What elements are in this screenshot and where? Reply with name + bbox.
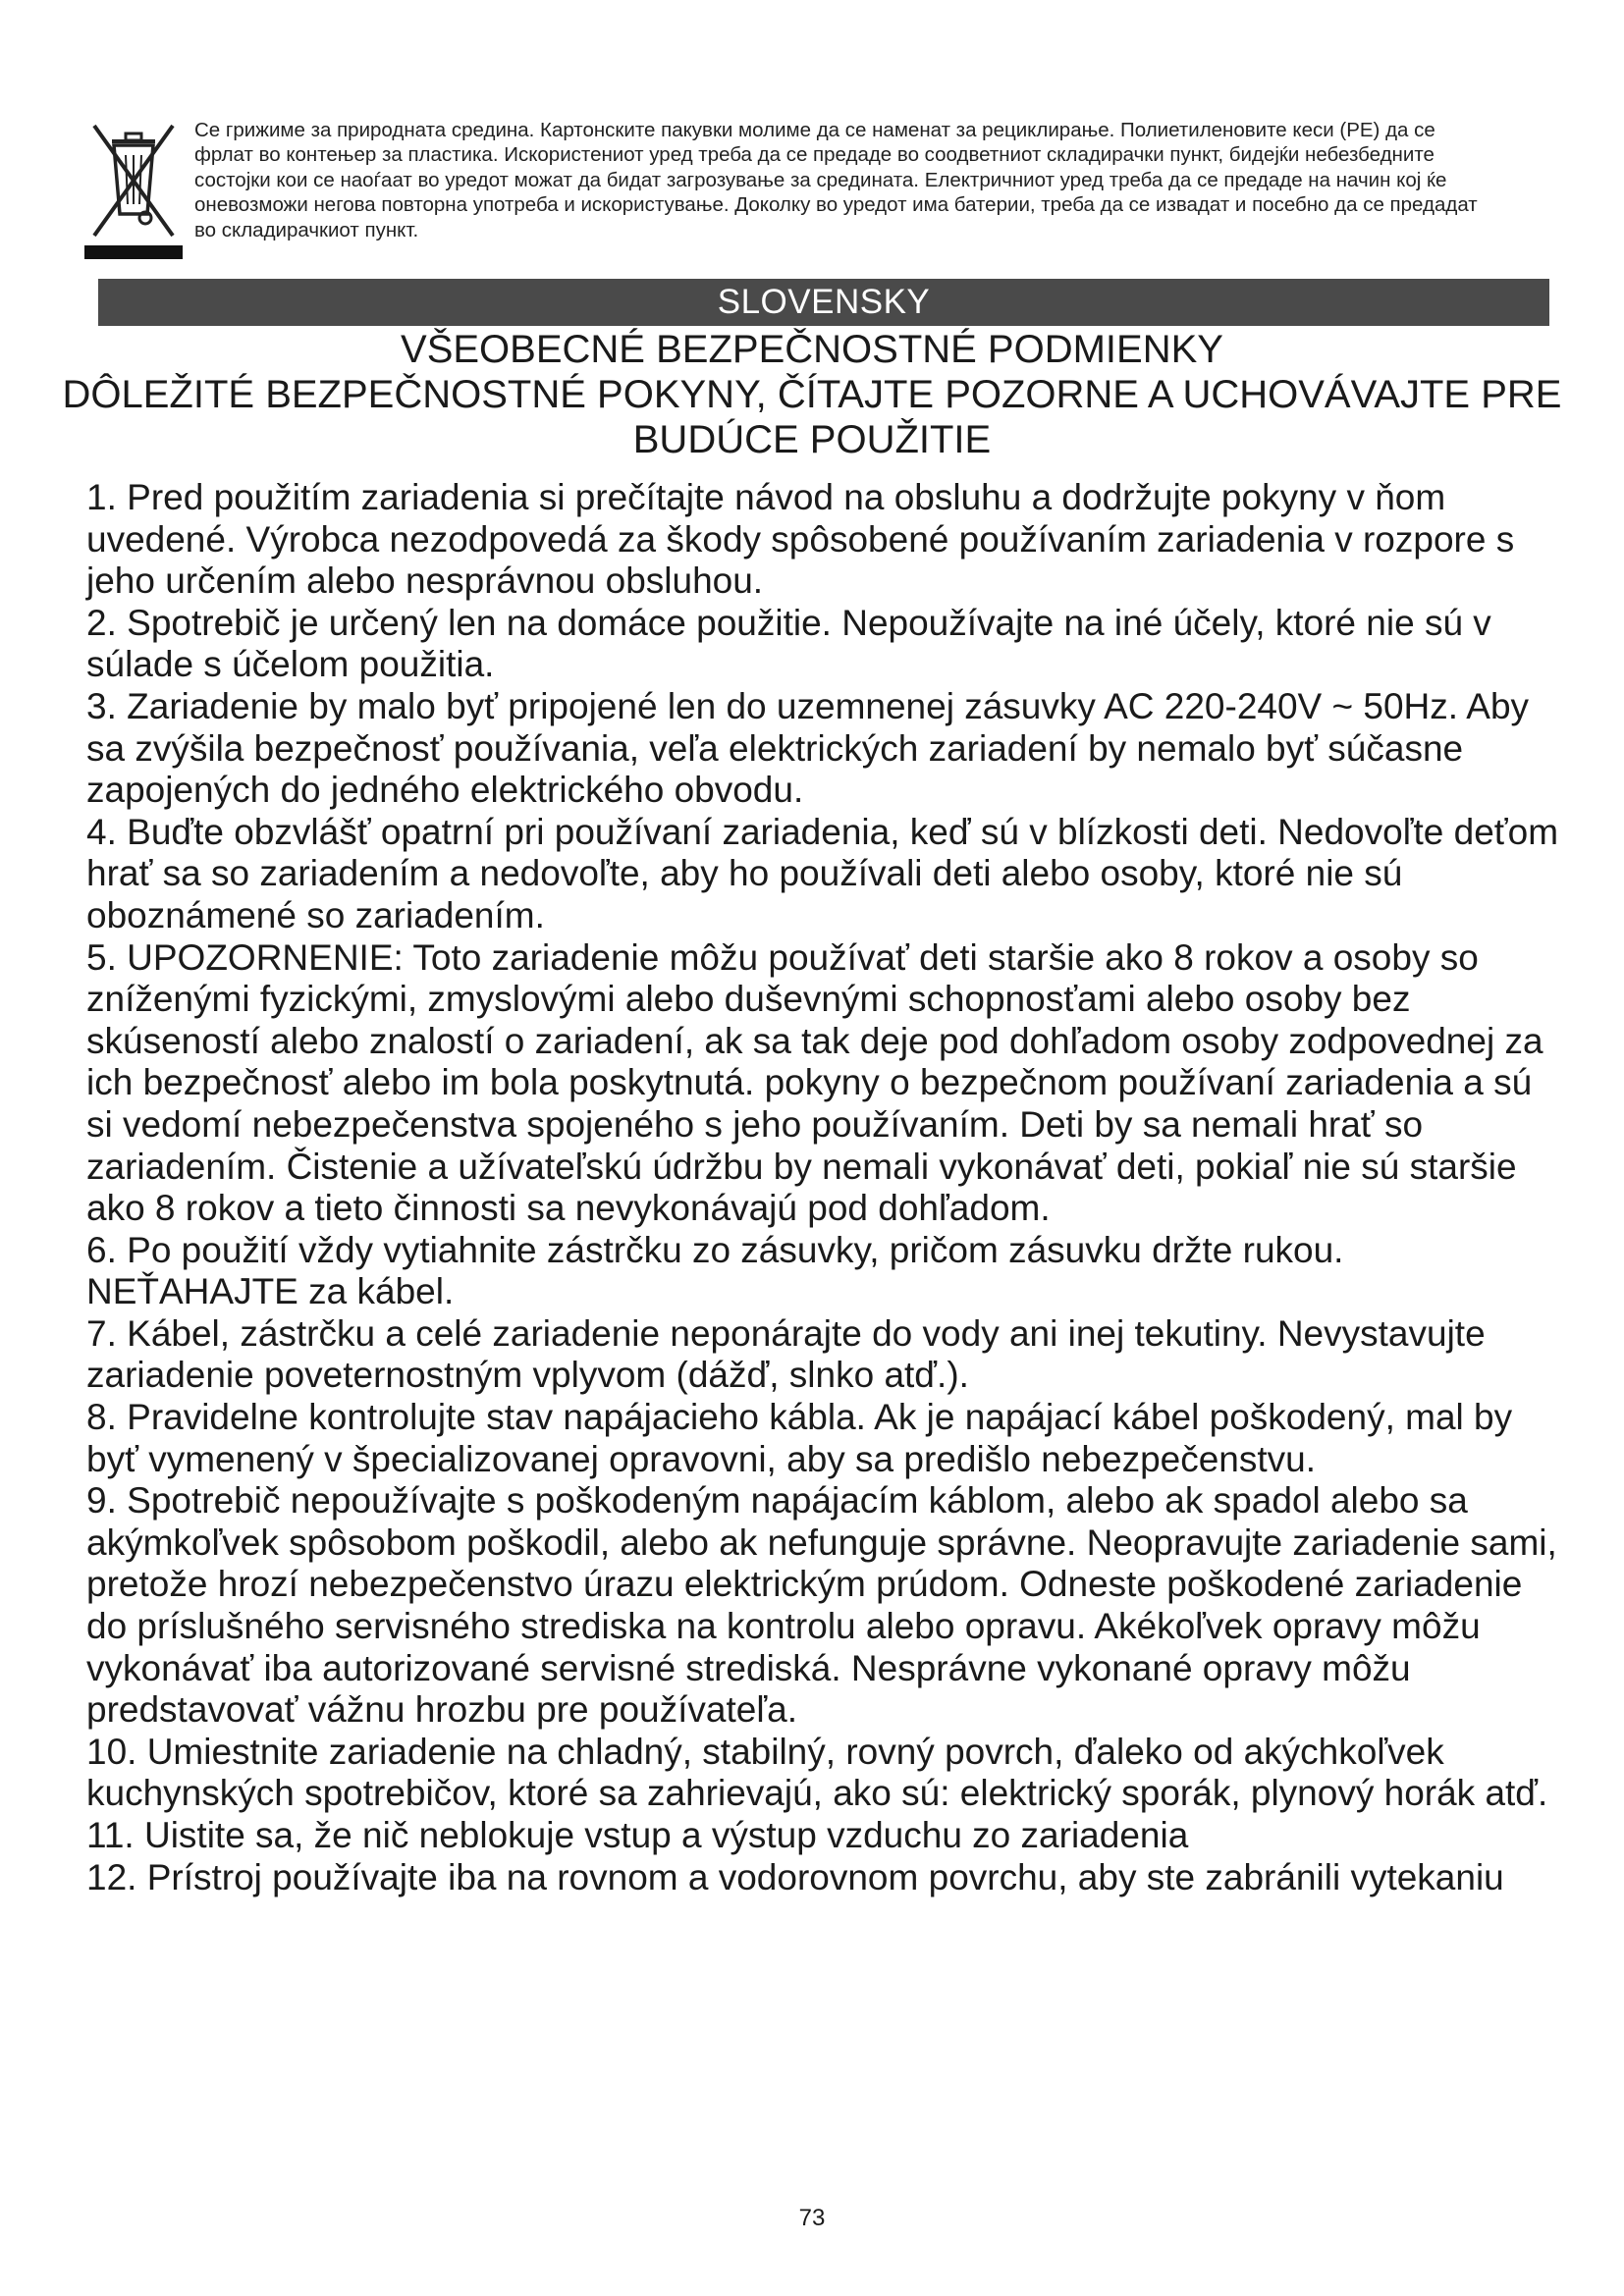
section-titles [59,327,1565,462]
instruction-line: pretože hrozí nebezpečenstvo úrazu elektrickým prúdom. Odneste poškodené zariadenie [86,1564,1523,1605]
instruction-line: akýmkoľvek spôsobom poškodil, alebo ak nefunguje správne. Neopravujte zariadenie sami, [86,1522,1557,1563]
instruction-line: zapojených do jedného elektrického obvodu. [86,770,804,811]
instruction-line: 6. Po použití vždy vytiahnite zástrčku zo zásuvky, pričom zásuvku držte rukou. [86,1229,1344,1270]
instruction-line: 2. Spotrebič je určený len na domáce použitie. Nepoužívajte na iné účely, ktoré nie sú v [86,602,1491,643]
language-section-bar [98,279,1549,326]
page-number: 73 [798,2205,826,2231]
weee-line: оневозможи негова повторна употреба и искористување. Доколку во уредот има батерии, треба да се извадат и посебно да се предадат [194,193,1478,217]
instruction-line: byť vymenený v špecializovanej opravovni, aby sa predišlo nebezpečenstvu. [86,1438,1317,1479]
instruction-line: si vedomí nebezpečenstva spojeného s jeho používaním. Deti by sa nemali hrať so [86,1103,1424,1145]
weee-line: Се грижиме за природната средина. Картонските пакувки молиме да се наменат за рециклирање. Полиетиленовите кеси (PE) да се [194,119,1435,141]
instruction-line: súlade s účelom použitia. [86,644,495,685]
section-subtitle-cont: BUDÚCE POUŽITIE [632,418,992,461]
language-label: SLOVENSKY [717,283,931,321]
instruction-line: do príslušného servisného strediska na kontrolu alebo opravu. Akékoľvek opravy môžu [86,1606,1481,1647]
instruction-line: jeho určením alebo nesprávnou obsluhou. [86,561,764,602]
weee-disposal-notice [194,118,1549,242]
instruction-line: 5. UPOZORNENIE: Toto zariadenie môžu používať deti staršie ako 8 rokov a osoby so [86,936,1479,978]
section-title: VŠEOBECNÉ BEZPEČNOSTNÉ PODMIENKY [401,328,1223,371]
instruction-line: NEŤAHAJTE za kábel. [86,1271,455,1312]
instruction-line: ako 8 rokov a tieto činnosti sa nevykonávajú pod dohľadom. [86,1188,1051,1229]
instruction-line: hrať sa so zariadením a nedovoľte, aby ho používali deti alebo osoby, ktoré nie sú [86,853,1403,894]
instruction-line: zníženými fyzickými, zmyslovými alebo duševnými schopnosťami alebo osoby bez [86,979,1411,1020]
instruction-line: oboznámené so zariadením. [86,894,545,935]
crossed-out-wheelie-bin-icon [84,116,183,263]
instruction-line: 1. Pred použitím zariadenia si prečítajte návod na obsluhu a dodržujte pokyny v ňom [86,477,1446,517]
instruction-line: skúseností alebo znalostí o zariadení, ak sa tak deje pod dohľadom osoby zodpovednej za [86,1020,1543,1061]
safety-instructions [86,477,1569,1898]
instruction-line: sa zvýšila bezpečnosť používania, veľa elektrických zariadení by nemalo byť súčasne [86,727,1464,769]
instruction-line: 3. Zariadenie by malo byť pripojené len do uzemnenej zásuvky AC 220-240V ~ 50Hz. Aby [86,685,1530,726]
instruction-line: predstavovať vážnu hrozbu pre používateľa. [86,1689,797,1731]
instruction-line: 7. Kábel, zástrčku a celé zariadenie neponárajte do vody ani inej tekutiny. Nevystavujte [86,1312,1486,1354]
weee-line: во складирачкиот пункт. [194,218,419,241]
instruction-line: zariadenie poveternostným vplyvom (dážď, slnko atď.). [86,1355,969,1396]
instruction-line: zariadením. Čistenie a užívateľskú údržbu by nemali vykonávať deti, pokiaľ nie sú staršie [86,1146,1517,1187]
instruction-line: ich bezpečnosť alebo im bola poskytnutá. pokyny o bezpečnom používaní zariadenia a sú [86,1062,1533,1103]
instruction-line: 8. Pravidelne kontrolujte stav napájacieho kábla. Ak je napájací kábel poškodený, mal by [86,1397,1513,1438]
section-subtitle: DÔLEŽITÉ BEZPEČNOSTNÉ POKYNY, ČÍTAJTE POZORNE A UCHOVÁVAJTE PRE [62,373,1562,416]
instruction-line: 11. Uistite sa, že nič neblokuje vstup a výstup vzduchu zo zariadenia [86,1815,1189,1855]
weee-line: состојки кои се наоѓаат во уредот можат да бидат загрозување за средината. Електричниот уред треба да се предаде на начин кој ќе [194,168,1447,191]
instruction-line: 12. Prístroj používajte iba na rovnom a vodorovnom povrchu, aby ste zabránili vytekaniu [86,1856,1504,1897]
instruction-line: kuchynských spotrebičov, ktoré sa zahrievajú, ako sú: elektrický sporák, plynový horák atď. [86,1773,1548,1814]
weee-line: фрлат во контењер за пластика. Искористениот уред треба да се предаде во соодветниот складирачки пункт, бидејќи небезбедните [194,143,1435,167]
instruction-line: vykonávať iba autorizované servisné strediská. Nesprávne vykonané opravy môžu [86,1647,1411,1688]
instruction-line: 10. Umiestnite zariadenie na chladný, stabilný, rovný povrch, ďaleko od akýchkoľvek [86,1731,1444,1772]
instruction-line: 4. Buďte obzvlášť opatrní pri používaní zariadenia, keď sú v blízkosti deti. Nedovoľte deťom [86,811,1559,852]
instruction-line: 9. Spotrebič nepoužívajte s poškodeným napájacím káblom, alebo ak spadol alebo sa [86,1480,1468,1522]
instruction-line: uvedené. Výrobca nezodpovedá za škody spôsobené používaním zariadenia v rozpore s [86,518,1515,560]
